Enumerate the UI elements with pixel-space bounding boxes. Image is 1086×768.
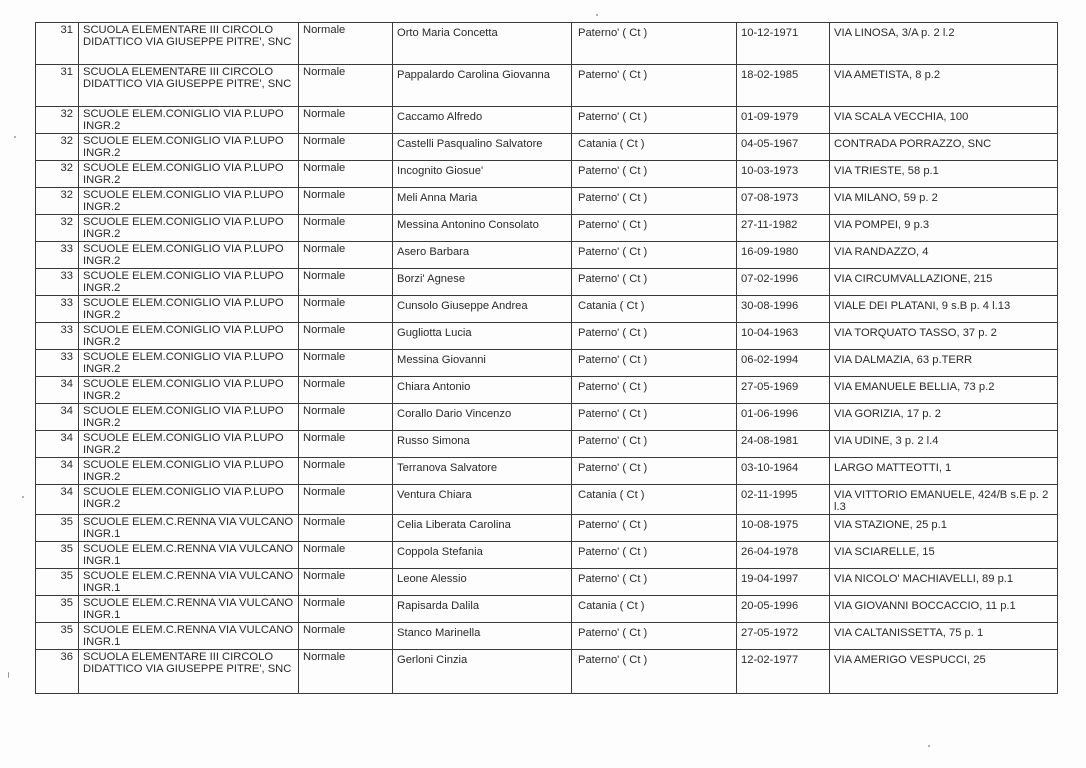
birth-date-cell: 27-05-1969 (737, 377, 830, 404)
row-number-cell: 33 (36, 323, 79, 350)
birth-date-cell: 10-12-1971 (737, 23, 830, 65)
address-cell: VIA MILANO, 59 p. 2 (830, 188, 1058, 215)
birth-city-cell: Paterno' ( Ct ) (572, 323, 737, 350)
birth-date-cell: 06-02-1994 (737, 350, 830, 377)
school-name-cell: SCUOLE ELEM.CONIGLIO VIA P.LUPO INGR.2 (79, 107, 299, 134)
school-name-cell: SCUOLE ELEM.CONIGLIO VIA P.LUPO INGR.2 (79, 242, 299, 269)
row-number-cell: 33 (36, 350, 79, 377)
birth-date-cell: 01-06-1996 (737, 404, 830, 431)
school-name-cell: SCUOLE ELEM.CONIGLIO VIA P.LUPO INGR.2 (79, 188, 299, 215)
position-type-cell: Normale (299, 269, 393, 296)
table-row (36, 23, 1058, 65)
birth-city-cell: Paterno' ( Ct ) (572, 188, 737, 215)
school-name-cell: SCUOLE ELEM.C.RENNA VIA VULCANO INGR.1 (79, 515, 299, 542)
school-name-cell: SCUOLA ELEMENTARE III CIRCOLO DIDATTICO VIA GIUSEPPE PITRE', SNC (79, 23, 299, 65)
table-row (36, 650, 1058, 694)
row-number-cell: 32 (36, 188, 79, 215)
person-name-cell: Chiara Antonio (393, 377, 572, 404)
address-cell: CONTRADA PORRAZZO, SNC (830, 134, 1058, 161)
table-row (36, 269, 1058, 296)
position-type-cell: Normale (299, 296, 393, 323)
row-number-cell: 32 (36, 161, 79, 188)
position-type-cell: Normale (299, 323, 393, 350)
address-cell: VIA DALMAZIA, 63 p.TERR (830, 350, 1058, 377)
birth-city-cell: Paterno' ( Ct ) (572, 242, 737, 269)
birth-date-cell: 03-10-1964 (737, 458, 830, 485)
address-cell: VIA GORIZIA, 17 p. 2 (830, 404, 1058, 431)
school-name-cell: SCUOLA ELEMENTARE III CIRCOLO DIDATTICO VIA GIUSEPPE PITRE', SNC (79, 65, 299, 107)
table-row (36, 188, 1058, 215)
address-cell: VIA LINOSA, 3/A p. 2 l.2 (830, 23, 1058, 65)
person-name-cell: Orto Maria Concetta (393, 23, 572, 65)
position-type-cell: Normale (299, 623, 393, 650)
birth-city-cell: Paterno' ( Ct ) (572, 215, 737, 242)
scan-speck (928, 745, 930, 747)
person-name-cell: Borzi' Agnese (393, 269, 572, 296)
row-number-cell: 34 (36, 404, 79, 431)
table-row (36, 65, 1058, 107)
person-name-cell: Russo Simona (393, 431, 572, 458)
table-row (36, 515, 1058, 542)
birth-date-cell: 10-03-1973 (737, 161, 830, 188)
address-cell: VIA TRIESTE, 58 p.1 (830, 161, 1058, 188)
person-name-cell: Pappalardo Carolina Giovanna (393, 65, 572, 107)
birth-date-cell: 02-11-1995 (737, 485, 830, 515)
person-name-cell: Incognito Giosue' (393, 161, 572, 188)
table-row (36, 107, 1058, 134)
row-number-cell: 34 (36, 485, 79, 515)
document-sheet (35, 22, 1057, 694)
assignments-table (35, 22, 1058, 694)
birth-city-cell: Paterno' ( Ct ) (572, 569, 737, 596)
row-number-cell: 33 (36, 296, 79, 323)
school-name-cell: SCUOLE ELEM.CONIGLIO VIA P.LUPO INGR.2 (79, 161, 299, 188)
school-name-cell: SCUOLE ELEM.CONIGLIO VIA P.LUPO INGR.2 (79, 485, 299, 515)
table-row (36, 161, 1058, 188)
school-name-cell: SCUOLE ELEM.CONIGLIO VIA P.LUPO INGR.2 (79, 404, 299, 431)
school-name-cell: SCUOLE ELEM.C.RENNA VIA VULCANO INGR.1 (79, 596, 299, 623)
address-cell: VIA TORQUATO TASSO, 37 p. 2 (830, 323, 1058, 350)
person-name-cell: Ventura Chiara (393, 485, 572, 515)
birth-city-cell: Paterno' ( Ct ) (572, 350, 737, 377)
position-type-cell: Normale (299, 161, 393, 188)
birth-city-cell: Paterno' ( Ct ) (572, 161, 737, 188)
row-number-cell: 32 (36, 215, 79, 242)
birth-date-cell: 10-04-1963 (737, 323, 830, 350)
row-number-cell: 36 (36, 650, 79, 694)
birth-city-cell: Paterno' ( Ct ) (572, 269, 737, 296)
person-name-cell: Gugliotta Lucia (393, 323, 572, 350)
address-cell: VIA CIRCUMVALLAZIONE, 215 (830, 269, 1058, 296)
row-number-cell: 34 (36, 377, 79, 404)
address-cell: VIA AMETISTA, 8 p.2 (830, 65, 1058, 107)
school-name-cell: SCUOLA ELEMENTARE III CIRCOLO DIDATTICO VIA GIUSEPPE PITRE', SNC (79, 650, 299, 694)
person-name-cell: Coppola Stefania (393, 542, 572, 569)
address-cell: VIA SCALA VECCHIA, 100 (830, 107, 1058, 134)
school-name-cell: SCUOLE ELEM.C.RENNA VIA VULCANO INGR.1 (79, 569, 299, 596)
table-row (36, 596, 1058, 623)
position-type-cell: Normale (299, 485, 393, 515)
position-type-cell: Normale (299, 65, 393, 107)
birth-date-cell: 27-05-1972 (737, 623, 830, 650)
school-name-cell: SCUOLE ELEM.CONIGLIO VIA P.LUPO INGR.2 (79, 296, 299, 323)
table-row (36, 323, 1058, 350)
table-row (36, 350, 1058, 377)
position-type-cell: Normale (299, 350, 393, 377)
birth-city-cell: Catania ( Ct ) (572, 134, 737, 161)
position-type-cell: Normale (299, 134, 393, 161)
birth-city-cell: Paterno' ( Ct ) (572, 542, 737, 569)
address-cell: VIA POMPEI, 9 p.3 (830, 215, 1058, 242)
row-number-cell: 35 (36, 596, 79, 623)
row-number-cell: 35 (36, 569, 79, 596)
address-cell: VIA SCIARELLE, 15 (830, 542, 1058, 569)
row-number-cell: 32 (36, 107, 79, 134)
table-row (36, 134, 1058, 161)
scan-speck (8, 672, 9, 678)
birth-date-cell: 20-05-1996 (737, 596, 830, 623)
row-number-cell: 33 (36, 242, 79, 269)
school-name-cell: SCUOLE ELEM.CONIGLIO VIA P.LUPO INGR.2 (79, 323, 299, 350)
birth-city-cell: Paterno' ( Ct ) (572, 623, 737, 650)
person-name-cell: Cunsolo Giuseppe Andrea (393, 296, 572, 323)
birth-date-cell: 10-08-1975 (737, 515, 830, 542)
table-row (36, 431, 1058, 458)
position-type-cell: Normale (299, 188, 393, 215)
table-row (36, 569, 1058, 596)
birth-city-cell: Paterno' ( Ct ) (572, 107, 737, 134)
person-name-cell: Stanco Marinella (393, 623, 572, 650)
person-name-cell: Messina Giovanni (393, 350, 572, 377)
address-cell: VIA NICOLO' MACHIAVELLI, 89 p.1 (830, 569, 1058, 596)
birth-date-cell: 19-04-1997 (737, 569, 830, 596)
row-number-cell: 35 (36, 623, 79, 650)
position-type-cell: Normale (299, 242, 393, 269)
birth-date-cell: 04-05-1967 (737, 134, 830, 161)
row-number-cell: 34 (36, 458, 79, 485)
scan-speck (22, 496, 24, 498)
table-row (36, 296, 1058, 323)
school-name-cell: SCUOLE ELEM.CONIGLIO VIA P.LUPO INGR.2 (79, 350, 299, 377)
address-cell: LARGO MATTEOTTI, 1 (830, 458, 1058, 485)
table-row (36, 377, 1058, 404)
person-name-cell: Corallo Dario Vincenzo (393, 404, 572, 431)
birth-city-cell: Paterno' ( Ct ) (572, 458, 737, 485)
birth-date-cell: 24-08-1981 (737, 431, 830, 458)
person-name-cell: Asero Barbara (393, 242, 572, 269)
school-name-cell: SCUOLE ELEM.CONIGLIO VIA P.LUPO INGR.2 (79, 269, 299, 296)
person-name-cell: Gerloni Cinzia (393, 650, 572, 694)
address-cell: VIA GIOVANNI BOCCACCIO, 11 p.1 (830, 596, 1058, 623)
school-name-cell: SCUOLE ELEM.CONIGLIO VIA P.LUPO INGR.2 (79, 458, 299, 485)
row-number-cell: 31 (36, 65, 79, 107)
person-name-cell: Celia Liberata Carolina (393, 515, 572, 542)
address-cell: VIA AMERIGO VESPUCCI, 25 (830, 650, 1058, 694)
address-cell: VIA EMANUELE BELLIA, 73 p.2 (830, 377, 1058, 404)
birth-city-cell: Catania ( Ct ) (572, 596, 737, 623)
position-type-cell: Normale (299, 377, 393, 404)
address-cell: VIA CALTANISSETTA, 75 p. 1 (830, 623, 1058, 650)
person-name-cell: Terranova Salvatore (393, 458, 572, 485)
address-cell: VIA RANDAZZO, 4 (830, 242, 1058, 269)
birth-city-cell: Paterno' ( Ct ) (572, 515, 737, 542)
position-type-cell: Normale (299, 596, 393, 623)
position-type-cell: Normale (299, 23, 393, 65)
scan-speck (596, 14, 598, 16)
row-number-cell: 31 (36, 23, 79, 65)
address-cell: VIA UDINE, 3 p. 2 l.4 (830, 431, 1058, 458)
table-row (36, 215, 1058, 242)
row-number-cell: 35 (36, 542, 79, 569)
person-name-cell: Meli Anna Maria (393, 188, 572, 215)
table-row (36, 542, 1058, 569)
person-name-cell: Castelli Pasqualino Salvatore (393, 134, 572, 161)
scan-speck (14, 136, 16, 138)
position-type-cell: Normale (299, 107, 393, 134)
row-number-cell: 35 (36, 515, 79, 542)
birth-city-cell: Paterno' ( Ct ) (572, 23, 737, 65)
birth-date-cell: 01-09-1979 (737, 107, 830, 134)
address-cell: VIA VITTORIO EMANUELE, 424/B s.E p. 2 l.3 (830, 485, 1058, 515)
position-type-cell: Normale (299, 569, 393, 596)
school-name-cell: SCUOLE ELEM.CONIGLIO VIA P.LUPO INGR.2 (79, 134, 299, 161)
birth-city-cell: Paterno' ( Ct ) (572, 431, 737, 458)
birth-city-cell: Catania ( Ct ) (572, 296, 737, 323)
table-body (36, 23, 1058, 694)
address-cell: VIALE DEI PLATANI, 9 s.B p. 4 l.13 (830, 296, 1058, 323)
table-row (36, 404, 1058, 431)
person-name-cell: Messina Antonino Consolato (393, 215, 572, 242)
table-row (36, 242, 1058, 269)
person-name-cell: Leone Alessio (393, 569, 572, 596)
school-name-cell: SCUOLE ELEM.CONIGLIO VIA P.LUPO INGR.2 (79, 215, 299, 242)
birth-date-cell: 30-08-1996 (737, 296, 830, 323)
position-type-cell: Normale (299, 404, 393, 431)
birth-date-cell: 26-04-1978 (737, 542, 830, 569)
position-type-cell: Normale (299, 650, 393, 694)
school-name-cell: SCUOLE ELEM.C.RENNA VIA VULCANO INGR.1 (79, 542, 299, 569)
row-number-cell: 34 (36, 431, 79, 458)
position-type-cell: Normale (299, 515, 393, 542)
table-row (36, 485, 1058, 515)
birth-date-cell: 12-02-1977 (737, 650, 830, 694)
birth-date-cell: 16-09-1980 (737, 242, 830, 269)
birth-city-cell: Paterno' ( Ct ) (572, 65, 737, 107)
birth-date-cell: 07-08-1973 (737, 188, 830, 215)
birth-city-cell: Paterno' ( Ct ) (572, 377, 737, 404)
birth-date-cell: 27-11-1982 (737, 215, 830, 242)
position-type-cell: Normale (299, 458, 393, 485)
table-row (36, 623, 1058, 650)
table-row (36, 458, 1058, 485)
position-type-cell: Normale (299, 431, 393, 458)
birth-date-cell: 07-02-1996 (737, 269, 830, 296)
birth-date-cell: 18-02-1985 (737, 65, 830, 107)
person-name-cell: Rapisarda Dalila (393, 596, 572, 623)
school-name-cell: SCUOLE ELEM.CONIGLIO VIA P.LUPO INGR.2 (79, 431, 299, 458)
birth-city-cell: Paterno' ( Ct ) (572, 650, 737, 694)
row-number-cell: 33 (36, 269, 79, 296)
birth-city-cell: Paterno' ( Ct ) (572, 404, 737, 431)
position-type-cell: Normale (299, 215, 393, 242)
school-name-cell: SCUOLE ELEM.C.RENNA VIA VULCANO INGR.1 (79, 623, 299, 650)
position-type-cell: Normale (299, 542, 393, 569)
school-name-cell: SCUOLE ELEM.CONIGLIO VIA P.LUPO INGR.2 (79, 377, 299, 404)
address-cell: VIA STAZIONE, 25 p.1 (830, 515, 1058, 542)
row-number-cell: 32 (36, 134, 79, 161)
birth-city-cell: Catania ( Ct ) (572, 485, 737, 515)
person-name-cell: Caccamo Alfredo (393, 107, 572, 134)
